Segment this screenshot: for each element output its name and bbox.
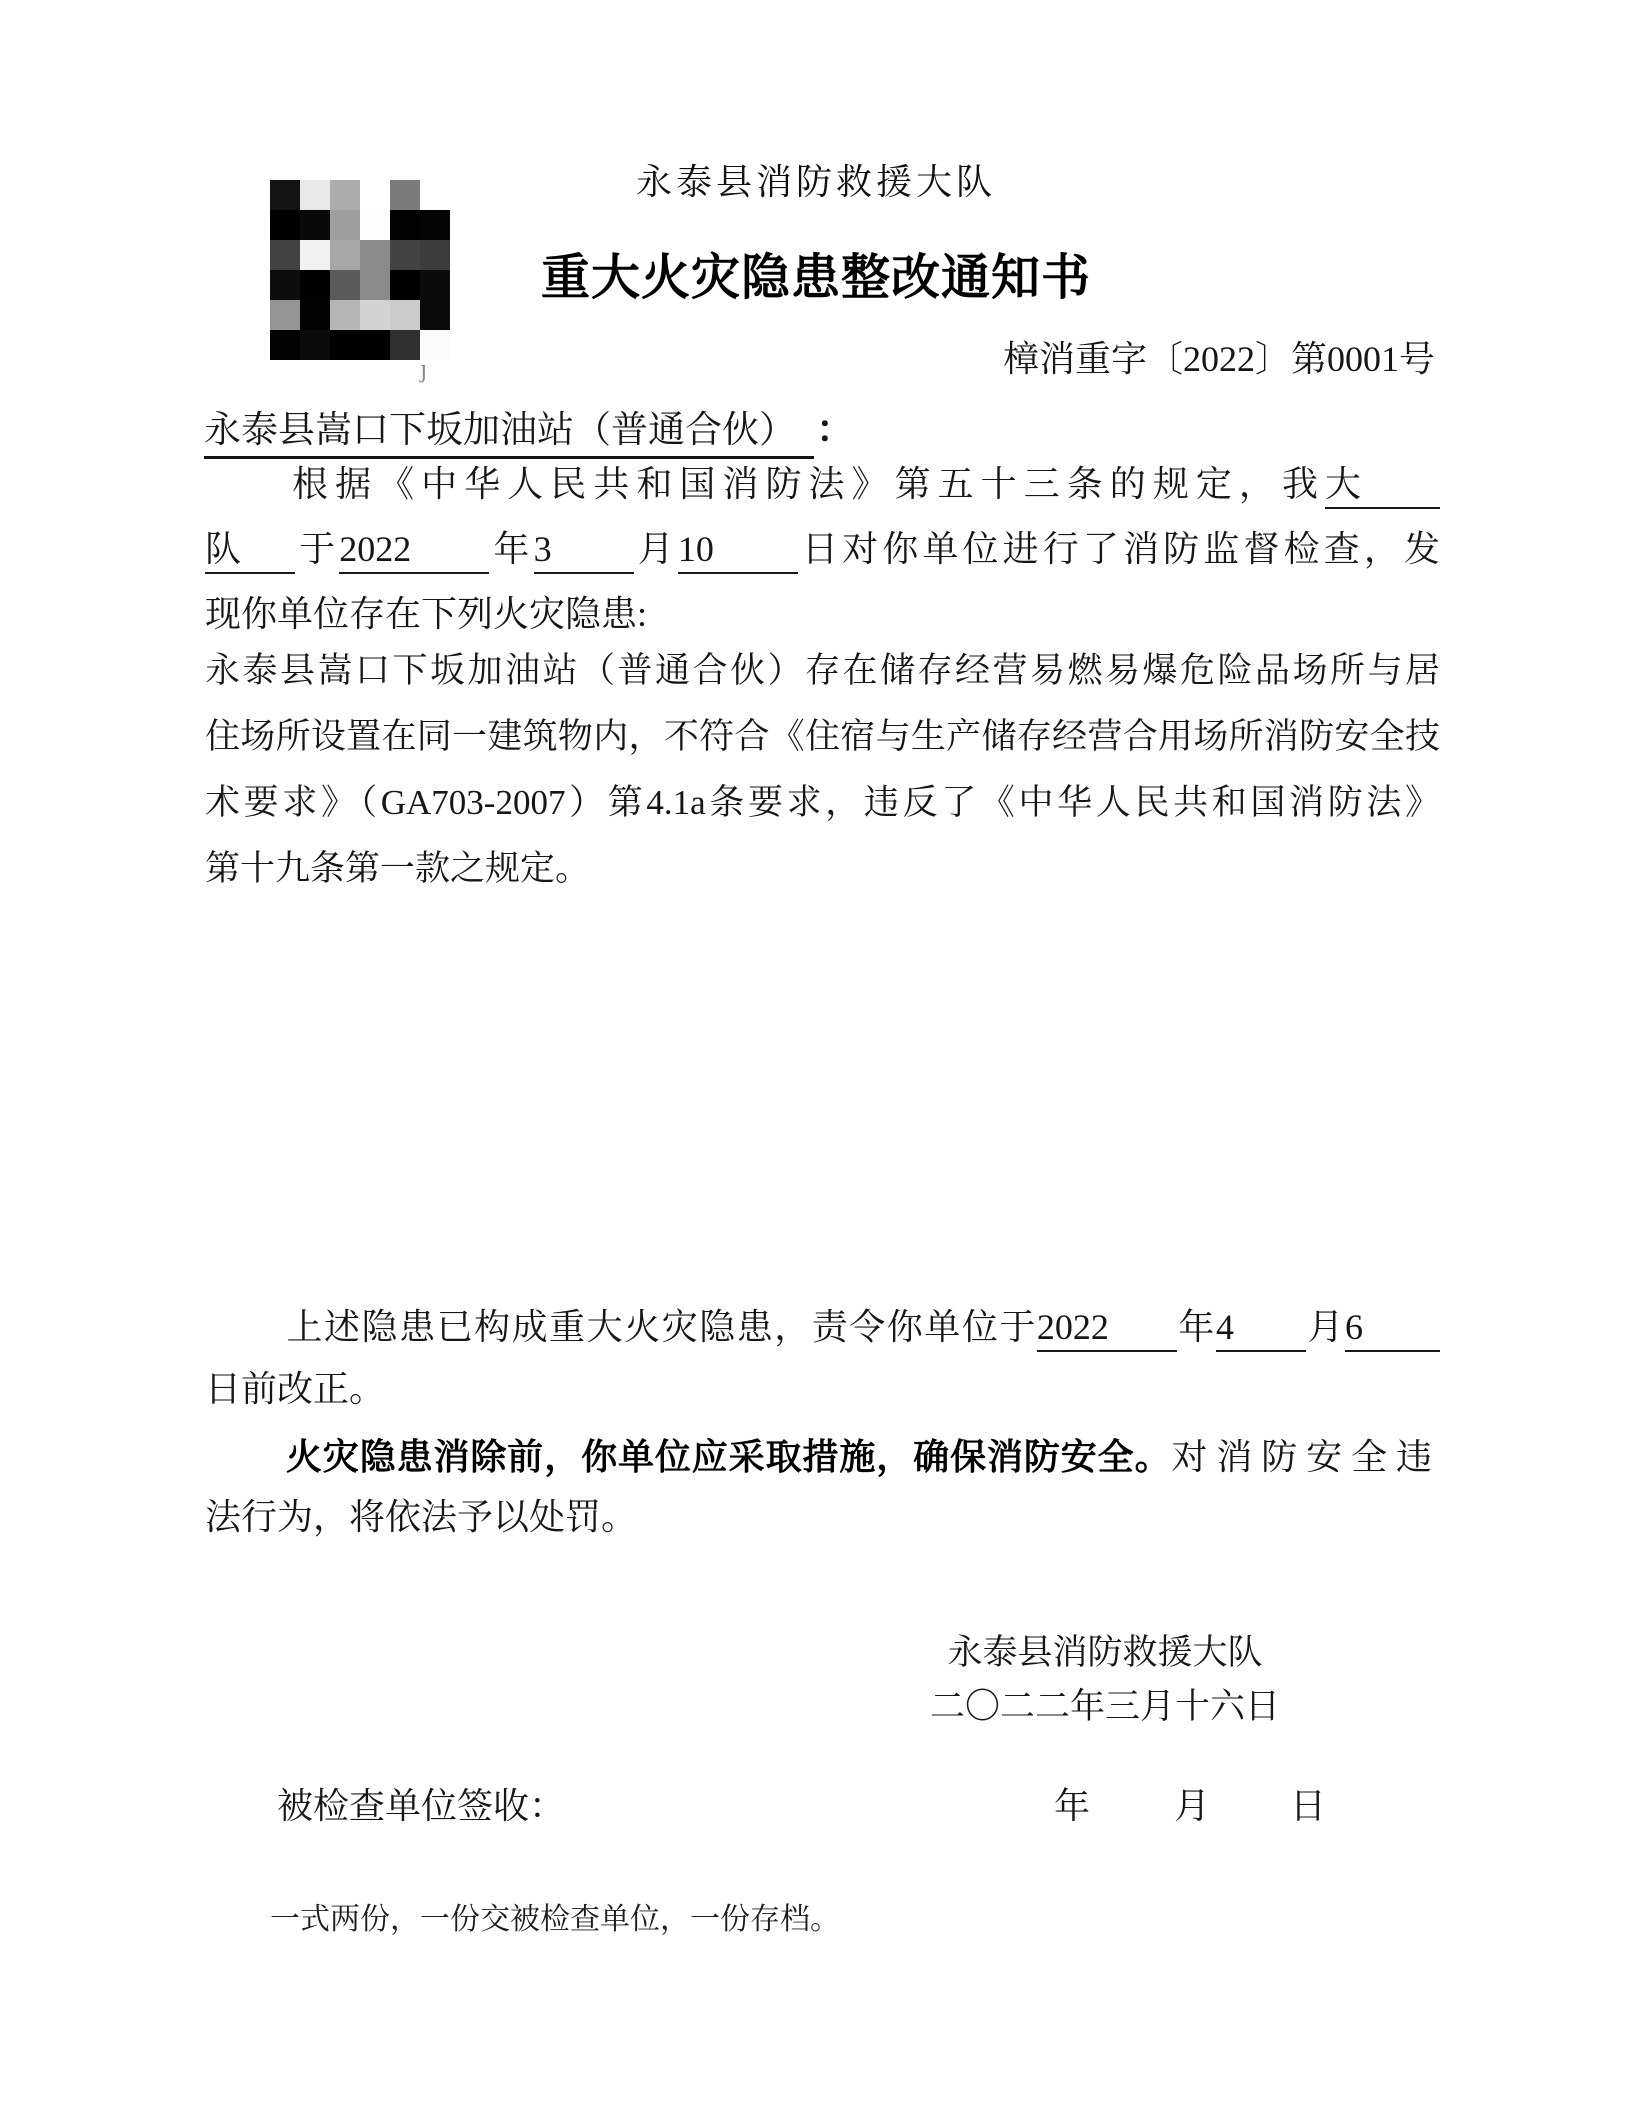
addressee-colon: ：	[816, 409, 855, 451]
hazard-description	[205, 638, 1440, 902]
hazard-line-2: 住场所设置在同一建筑物内，不符合《住宿与生产储存经营合用场所消防安全技	[205, 717, 1440, 756]
intro-line-1	[205, 452, 1440, 517]
blank-filled-da: 大	[1325, 461, 1440, 509]
copies-footnote: 一式两份，一份交被检查单位，一份存档。	[270, 1903, 840, 1936]
mosaic-cell	[300, 330, 330, 360]
mosaic-cell	[270, 210, 300, 240]
intro-year-label: 年	[489, 529, 534, 569]
blank-filled-dui: 队	[205, 526, 295, 574]
mosaic-cell	[390, 330, 420, 360]
mosaic-cell	[360, 210, 390, 240]
warning-line-1	[205, 1426, 1440, 1487]
warning-line-2: 法行为，将依法予以处罚。	[205, 1497, 638, 1537]
blank-inspection-month: 3	[534, 526, 634, 574]
mosaic-cell	[300, 210, 330, 240]
order-line-2: 日前改正。	[205, 1369, 386, 1409]
signature-block	[900, 1628, 1310, 1732]
blank-inspection-day: 10	[678, 526, 798, 574]
intro-paragraph	[205, 452, 1440, 647]
order-year-label: 年	[1176, 1307, 1216, 1347]
blank-inspection-year: 2022	[339, 526, 489, 574]
order-line-1	[205, 1296, 1440, 1358]
warning-paragraph	[205, 1426, 1440, 1548]
blank-deadline-day: 6	[1345, 1304, 1440, 1352]
intro-line-3: 现你单位存在下列火灾隐患:	[205, 594, 648, 634]
rectification-order	[205, 1296, 1440, 1420]
hazard-line-4: 第十九条第一款之规定。	[205, 849, 591, 888]
warning-bold-text: 火灾隐患消除前，你单位应采取措施，确保消防安全。	[285, 1436, 1172, 1477]
addressee-line	[204, 398, 854, 459]
issuing-org-header: 永泰县消防救援大队	[635, 162, 996, 202]
stray-scan-mark: ȷ	[420, 354, 428, 383]
blank-deadline-month: 4	[1216, 1304, 1306, 1352]
intro-word-yu: 于	[295, 529, 340, 569]
warning-tail-text: 对消防安全违	[1171, 1437, 1440, 1477]
receipt-year-label: 年	[1054, 1786, 1091, 1826]
intro-line-2-tail: 日对你单位进行了消防监督检查，发	[797, 529, 1440, 569]
order-line-1-text: 上述隐患已构成重大火灾隐患，责令你单位于	[285, 1307, 1037, 1347]
receipt-label: 被检查单位签收：	[277, 1786, 566, 1826]
mosaic-cell	[270, 330, 300, 360]
receipt-day-label: 日	[1290, 1786, 1327, 1826]
mosaic-cell	[420, 210, 450, 240]
receipt-month-label: 月	[1174, 1786, 1211, 1826]
intro-line-1-text: 根据《中华人民共和国消防法》第五十三条的规定，我	[285, 464, 1325, 504]
intro-line-2	[205, 517, 1440, 582]
mosaic-cell	[360, 330, 390, 360]
document-title: 重大火灾隐患整改通知书	[540, 251, 1091, 305]
mosaic-cell	[330, 330, 360, 360]
order-month-label: 月	[1305, 1307, 1345, 1347]
mosaic-cell	[390, 210, 420, 240]
addressee-name: 永泰县嵩口下坂加油站（普通合伙）	[204, 406, 814, 459]
receipt-line	[0, 1782, 1632, 1830]
hazard-line-3: 术要求》（GA703-2007）第4.1a条要求，违反了《中华人民共和国消防法》	[205, 783, 1440, 822]
signature-org: 永泰县消防救援大队	[947, 1633, 1263, 1672]
hazard-line-1: 永泰县嵩口下坂加油站（普通合伙）存在储存经营易燃易爆危险品场所与居	[205, 651, 1440, 690]
mosaic-cell	[330, 210, 360, 240]
intro-month-label: 月	[633, 529, 678, 569]
document-number: 樟消重字〔2022〕第0001号	[1002, 339, 1435, 379]
blank-deadline-year: 2022	[1037, 1304, 1177, 1352]
signature-date: 二〇二二年三月十六日	[929, 1687, 1280, 1726]
